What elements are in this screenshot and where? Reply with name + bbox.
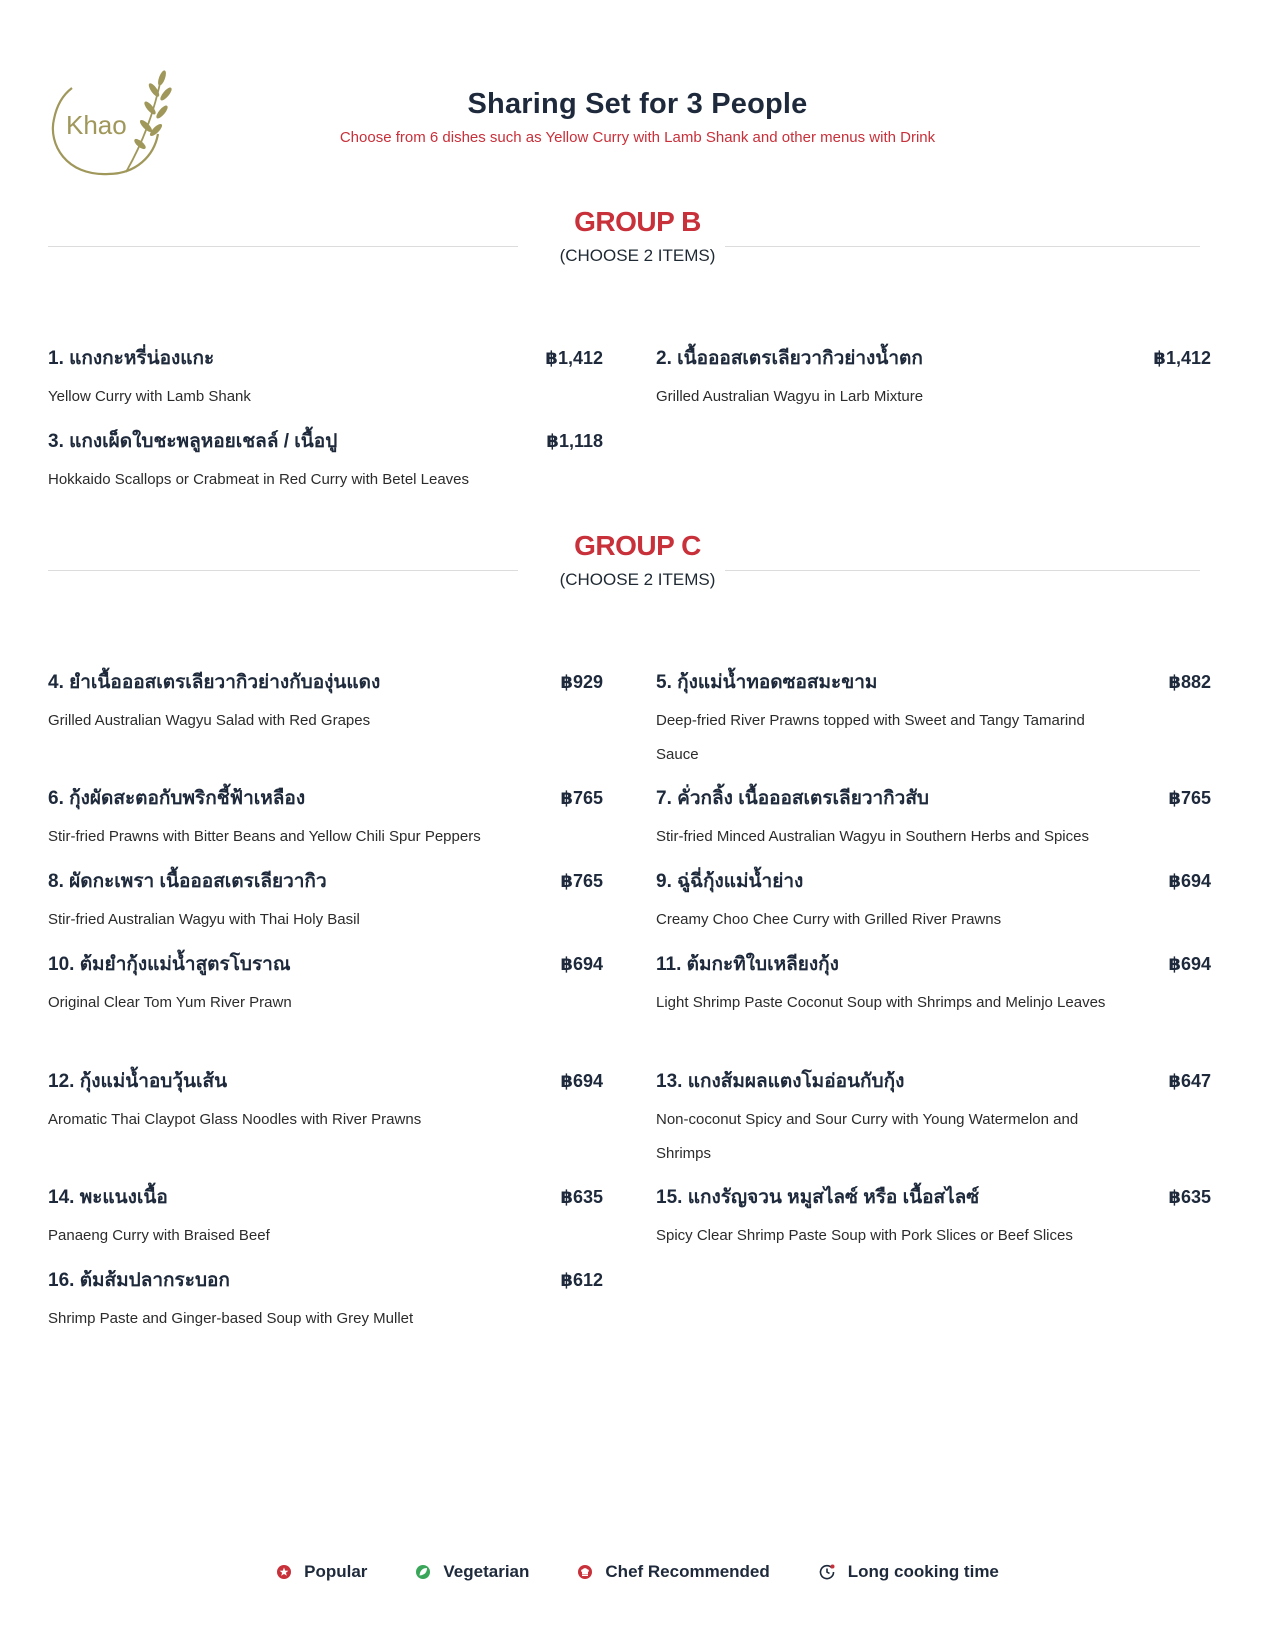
item-price: ฿694 [560,1071,603,1091]
item-name: 2. เนื้อออสเตรเลียวากิวย่างน้ำตก [656,348,923,369]
item-description: Light Shrimp Paste Coconut Soup with Shrimps and Melinjo Leaves [656,994,1106,1011]
clock-icon [818,1563,836,1581]
item-price: ฿647 [1168,1071,1211,1091]
item-name: 14. พะแนงเนื้อ [48,1187,168,1208]
logo-text: Khao [66,110,127,140]
menu-item [48,429,603,497]
item-price: ฿635 [1168,1187,1211,1207]
item-description: Grilled Australian Wagyu Salad with Red Grapes [48,712,371,729]
menu-item [48,1268,603,1336]
item-name: 4. ยำเนื้อออสเตรเลียวากิวย่างกับองุ่นแดง [48,672,381,693]
menu-item [48,952,603,1020]
item-description: Stir-fried Prawns with Bitter Beans and Yellow Chili Spur Peppers [48,828,481,845]
menu-item [656,869,1211,937]
vegetarian-icon [415,1564,431,1580]
item-description: Shrimp Paste and Ginger-based Soup with Grey Mullet [48,1310,414,1327]
menu-item [656,1069,1211,1171]
group-b-heading [0,206,1275,266]
legend-label: Vegetarian [443,1562,530,1581]
item-description: Stir-fried Australian Wagyu with Thai Holy Basil [48,911,360,928]
item-name: 16. ต้มส้มปลากระบอก [48,1270,230,1291]
page-header [0,88,1275,146]
legend-item-chef-recommended [577,1562,769,1582]
item-description: Grilled Australian Wagyu in Larb Mixture [656,388,924,405]
menu-item [48,346,603,414]
menu-item [48,670,603,738]
item-name: 8. ผัดกะเพรา เนื้อออสเตรเลียวากิว [48,871,327,892]
legend-label: Chef Recommended [605,1562,770,1581]
legend [0,1562,1275,1582]
item-description: Panaeng Curry with Braised Beef [48,1227,270,1244]
menu-item [48,786,603,854]
legend-item-long-cooking [818,1562,999,1582]
item-name: 5. กุ้งแม่น้ำทอดซอสมะขาม [656,672,878,693]
item-price: ฿765 [560,788,603,808]
legend-label: Long cooking time [847,1562,999,1581]
menu-item [48,1185,603,1253]
legend-item-vegetarian [415,1562,529,1582]
item-description: Non-coconut Spicy and Sour Curry with Young Watermelon and Shrimps [656,1111,1079,1162]
item-price: ฿1,412 [1153,348,1211,368]
menu-item [48,869,603,937]
item-name: 9. ฉู่ฉี่กุ้งแม่น้ำย่าง [656,871,804,892]
page-title: Sharing Set for 3 People [467,88,808,120]
group-title: GROUP C [574,530,701,561]
group-c-heading [0,530,1275,590]
item-description: Aromatic Thai Claypot Glass Noodles with River Prawns [48,1111,422,1128]
item-price: ฿694 [1168,954,1211,974]
menu-item [656,670,1211,772]
group-subtitle: (CHOOSE 2 ITEMS) [559,246,716,265]
legend-label: Popular [304,1562,368,1581]
menu-item [656,346,1211,414]
item-description: Original Clear Tom Yum River Prawn [48,994,292,1011]
item-name: 7. คั่วกลิ้ง เนื้อออสเตรเลียวากิวสับ [656,788,929,809]
item-price: ฿765 [560,871,603,891]
item-description: Spicy Clear Shrimp Paste Soup with Pork Slices or Beef Slices [656,1227,1073,1244]
item-name: 15. แกงรัญจวน หมูสไลซ์ หรือ เนื้อสไลซ์ [656,1187,980,1208]
item-name: 3. แกงเผ็ดใบชะพลูหอยเชลล์ / เนื้อปู [48,431,338,452]
item-price: ฿929 [560,672,603,692]
item-name: 11. ต้มกะทิใบเหลียงกุ้ง [656,954,839,975]
item-price: ฿765 [1168,788,1211,808]
item-description: Deep-fried River Prawns topped with Sweet and Tangy Tamarind Sauce [656,712,1085,763]
menu-item [656,1185,1211,1253]
item-name: 12. กุ้งแม่น้ำอบวุ้นเส้น [48,1071,228,1092]
item-name: 1. แกงกะหรี่น่องแกะ [48,348,215,369]
popular-icon [276,1564,292,1580]
item-price: ฿1,412 [545,348,603,368]
menu-item [656,786,1211,854]
item-price: ฿1,118 [546,431,603,451]
item-price: ฿612 [560,1270,603,1290]
item-name: 6. กุ้งผัดสะตอกับพริกชี้ฟ้าเหลือง [48,788,306,809]
legend-item-popular [276,1562,367,1582]
item-price: ฿882 [1168,672,1211,692]
item-description: Hokkaido Scallops or Crabmeat in Red Curry with Betel Leaves [48,471,470,488]
page-subtitle: Choose from 6 dishes such as Yellow Curry with Lamb Shank and other menus with Drink [339,129,936,146]
chef-hat-icon [577,1564,593,1580]
menu-item [656,952,1211,1020]
item-description: Stir-fried Minced Australian Wagyu in Southern Herbs and Spices [656,828,1089,845]
item-price: ฿635 [560,1187,603,1207]
item-name: 13. แกงส้มผลแตงโมอ่อนกับกุ้ง [656,1071,905,1092]
item-description: Yellow Curry with Lamb Shank [48,388,251,405]
group-subtitle: (CHOOSE 2 ITEMS) [559,570,716,589]
item-price: ฿694 [1168,871,1211,891]
item-name: 10. ต้มยำกุ้งแม่น้ำสูตรโบราณ [48,954,291,975]
menu-item [48,1069,603,1137]
group-title: GROUP B [574,206,701,237]
item-description: Creamy Choo Chee Curry with Grilled River Prawns [656,911,1002,928]
item-price: ฿694 [560,954,603,974]
